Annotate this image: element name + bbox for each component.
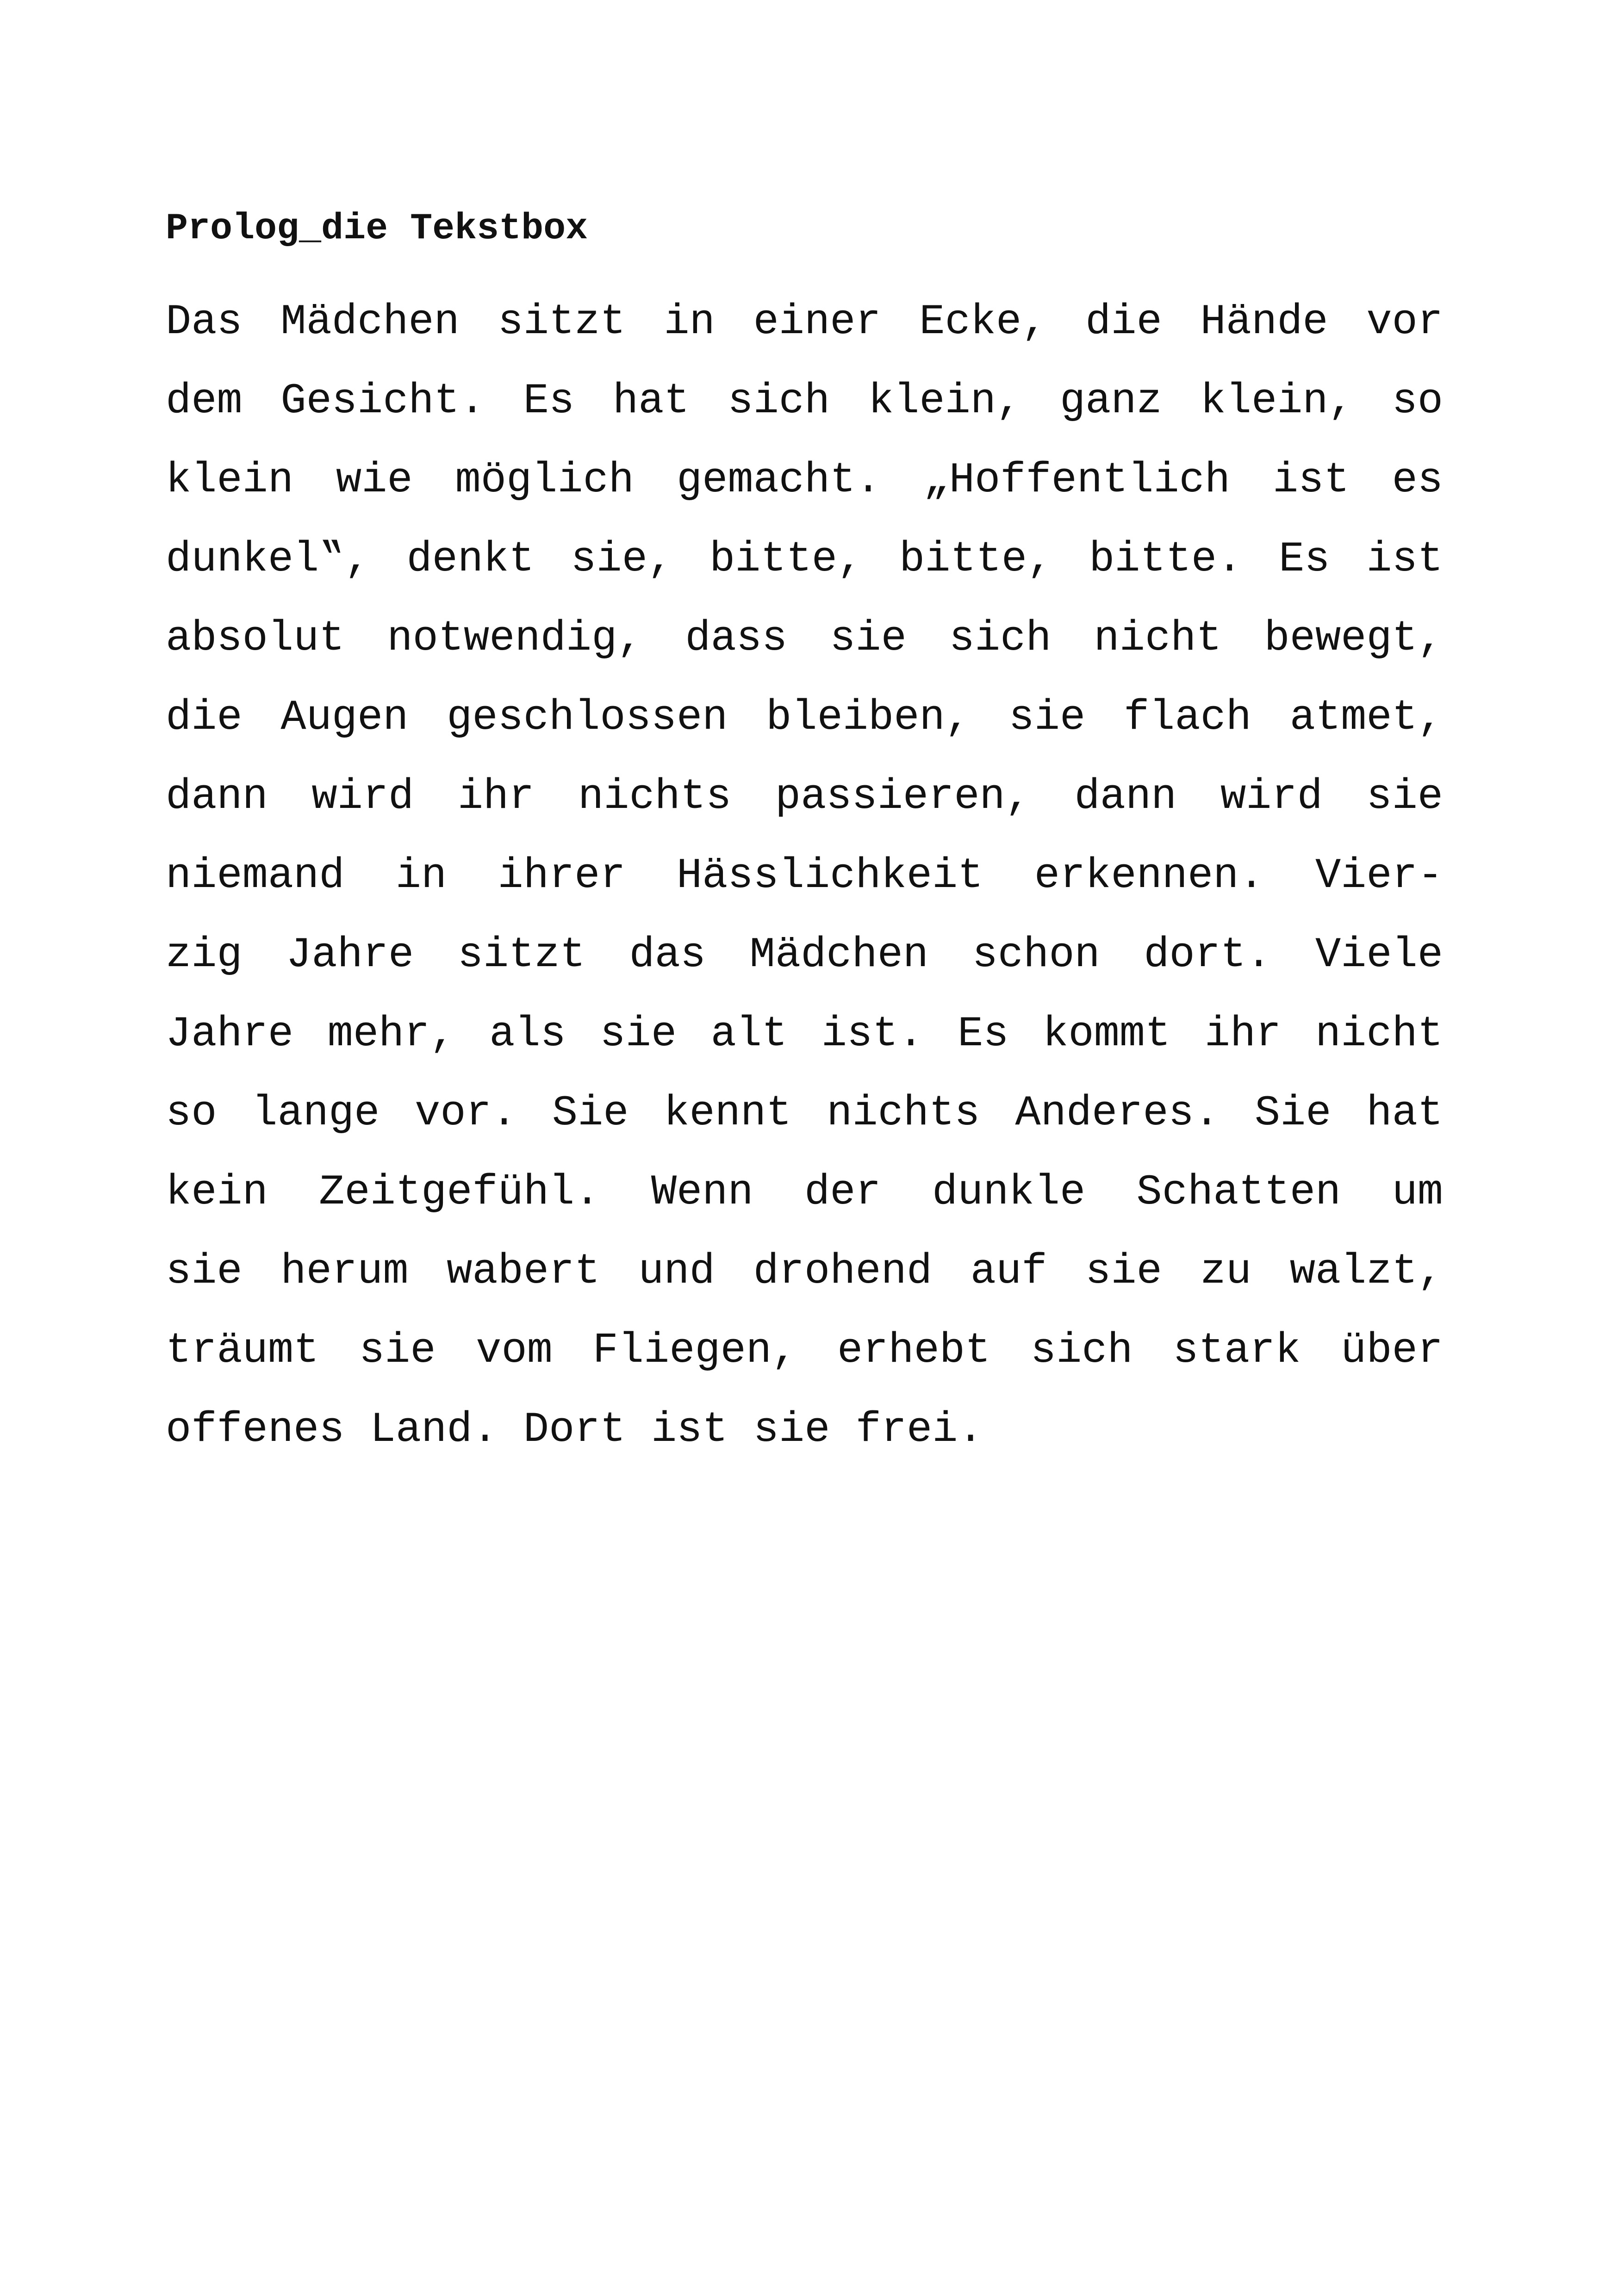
text-line: dem Gesicht. Es hat sich klein, ganz klein, so xyxy=(166,377,1443,425)
text-line: niemand in ihrer Hässlichkeit erkennen. Vier- xyxy=(166,851,1443,900)
text-line: dann wird ihr nichts passieren, dann wird sie xyxy=(166,772,1443,821)
text-line: zig Jahre sitzt das Mädchen schon dort. Viele xyxy=(166,931,1443,979)
text-line: die Augen geschlossen bleiben, sie flach atmet, xyxy=(166,693,1443,742)
body-paragraph xyxy=(166,282,1443,1469)
text-line: absolut notwendig, dass sie sich nicht bewegt, xyxy=(166,614,1443,663)
text-line: sie herum wabert und drohend auf sie zu walzt, xyxy=(166,1247,1443,1296)
text-line: kein Zeitgefühl. Wenn der dunkle Schatten um xyxy=(166,1168,1443,1216)
document-title: Prolog_die Tekstbox xyxy=(166,208,588,250)
text-line: Jahre mehr, als sie alt ist. Es kommt ihr nicht xyxy=(166,1010,1443,1058)
text-line: Das Mädchen sitzt in einer Ecke, die Hände vor xyxy=(166,298,1443,346)
text-box xyxy=(166,204,1443,1469)
text-line: dunkel‟, denkt sie, bitte, bitte, bitte. Es ist xyxy=(166,535,1443,583)
text-line: klein wie möglich gemacht. „Hoffentlich ist es xyxy=(166,456,1443,504)
text-line: so lange vor. Sie kennt nichts Anderes. Sie hat xyxy=(166,1089,1443,1137)
text-line: träumt sie vom Fliegen, erhebt sich stark über xyxy=(166,1326,1443,1375)
text-line: offenes Land. Dort ist sie frei. xyxy=(166,1405,983,1454)
